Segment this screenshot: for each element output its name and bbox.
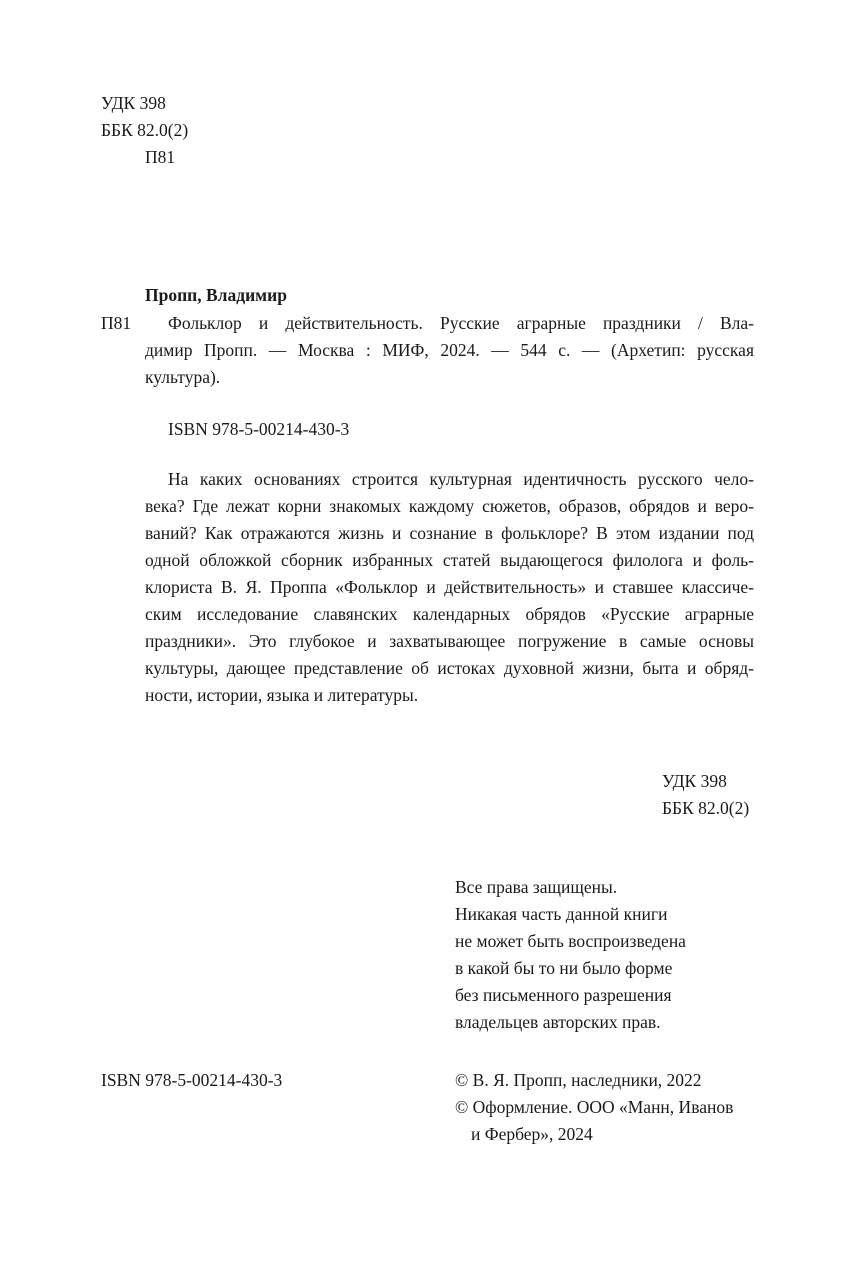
description-line: культура). [145,367,221,387]
catalog-description [168,310,754,337]
rights-line: Никакая часть данной книги [455,904,668,924]
copyright-block [455,1067,733,1148]
copyright-line: и Фербер», 2024 [471,1124,593,1144]
rights-line: Все права защищены. [455,877,618,897]
annotation-line: праздники». Это глубокое и захватывающее погружение в самые основы [145,631,754,651]
bbk-code-top: ББК 82.0(2) [101,120,189,140]
catalog-author-mark: П81 [101,313,132,333]
copyright-line: © В. Я. Пропп, наследники, 2022 [455,1070,702,1090]
annotation-line: На каких основаниях строится культурная идентичность русского чело- [168,469,754,489]
udk-code-bottom: УДК 398 [662,771,727,791]
footer-isbn: ISBN 978-5-00214-430-3 [101,1070,283,1090]
description-line: димир Пропп. — Москва : МИФ, 2024. — 544 с. — (Архетип: русская [145,340,754,360]
bbk-code-bottom: ББК 82.0(2) [662,798,750,818]
rights-line: не может быть воспроизведена [455,931,686,951]
rights-line: владельцев авторских прав. [455,1012,661,1032]
annotation-line: ваний? Как отражаются жизнь и сознание в фольклоре? В этом издании под [145,523,754,543]
catalog-isbn: ISBN 978-5-00214-430-3 [168,419,350,439]
annotation-line: культуры, дающее представление об истоках духовной жизни, быта и обряд- [145,658,754,678]
description-line: Фольклор и действительность. Русские аграрные праздники / Вла- [168,313,754,333]
annotation-line: ности, истории, языка и литературы. [145,685,419,705]
annotation-line: одной обложкой сборник избранных статей выдающегося филолога и фоль- [145,550,754,570]
annotation-line: века? Где лежат корни знакомых каждому сюжетов, образов, обрядов и веро- [145,496,754,516]
catalog-description-cont [145,337,754,391]
annotation-line: клориста В. Я. Проппа «Фольклор и действительность» и ставшее классиче- [145,577,754,597]
author-mark-top: П81 [145,147,176,167]
rights-line: в какой бы то ни было форме [455,958,673,978]
annotation-line: ским исследование славянских календарных обрядов «Русские аграрные [145,604,754,624]
copyright-line: © Оформление. ООО «Манн, Иванов [455,1097,734,1117]
rights-notice [455,874,686,1036]
annotation [145,466,754,709]
author-heading: Пропп, Владимир [145,285,287,305]
udk-code-top: УДК 398 [101,93,166,113]
rights-line: без письменного разрешения [455,985,672,1005]
